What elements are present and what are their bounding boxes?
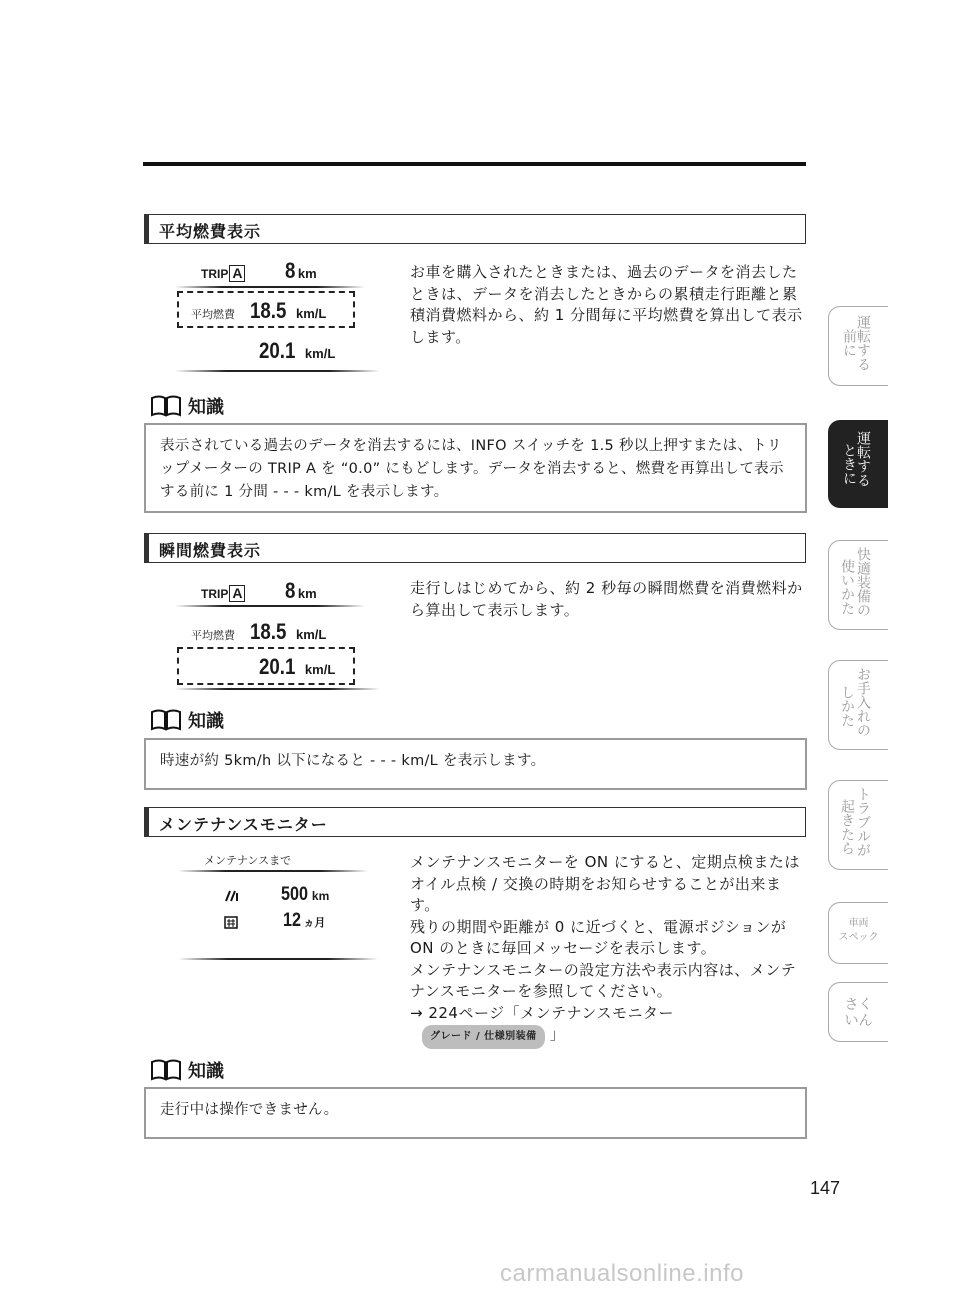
trip-row: TRIP A 8 km <box>201 578 317 603</box>
tab-trouble[interactable]: トラブルが 起きたら <box>828 780 888 870</box>
tab-before-driving[interactable]: 運転す 前に る <box>828 306 888 386</box>
top-rule <box>143 162 806 166</box>
maint-reference[interactable]: → 224ページ「メンテナンスモニター <box>410 1003 674 1022</box>
knowledge-heading: 知識 <box>150 707 224 733</box>
inst-row: 20.1 km/L <box>259 338 336 363</box>
tab-while-driving[interactable]: 運転す ときに る <box>828 420 888 508</box>
oil-row: 500 km <box>224 884 329 906</box>
avg-row: 平均燃費 18.5 km/L <box>191 298 327 323</box>
maint-display-panel <box>178 852 378 964</box>
tab-comfort-features[interactable]: 快適装備の 使いかた <box>828 540 888 630</box>
tab-maintenance[interactable]: お手入れの しかた <box>828 660 888 750</box>
calendar-icon <box>224 915 238 929</box>
section-header-inst <box>144 533 806 563</box>
avg-display-panel <box>175 258 380 376</box>
inst-row: 20.1 km/L <box>259 654 336 679</box>
knowledge-heading: 知識 <box>150 1057 224 1083</box>
oil-can-icon <box>224 889 240 903</box>
book-icon <box>150 1058 182 1082</box>
section-header-maint <box>144 807 806 837</box>
knowledge-heading: 知識 <box>150 393 224 419</box>
calendar-row: 12 ヵ月 <box>224 910 325 932</box>
grade-badge: グレード / 仕様別装備 <box>422 1025 545 1049</box>
trip-row: TRIP A 8 km <box>201 258 317 283</box>
section-header-avg <box>144 214 806 244</box>
inst-note: 時速が約 5km/h 以下になると - - - km/L を表示します。 <box>144 738 807 790</box>
section-title: 瞬間燃費表示 <box>159 541 262 560</box>
section-title: メンテナンスモニター <box>159 815 328 834</box>
maint-note: 走行中は操作できません。 <box>144 1087 807 1139</box>
avg-row: 平均燃費 18.5 km/L <box>191 619 327 644</box>
maint-header: メンテナンスまで <box>204 854 292 867</box>
page-number: 147 <box>809 1178 840 1198</box>
book-icon <box>150 394 182 418</box>
section-title: 平均燃費表示 <box>159 222 262 241</box>
inst-body: 走行しはじめてから、約 2 秒毎の瞬間燃費を消費燃料から算出して表示します。 <box>410 579 803 619</box>
inst-display-panel <box>175 578 380 696</box>
avg-note: 表示されている過去のデータを消去するには、INFO スイッチを 1.5 秒以上押すまたは、トリップメーターの TRIP A を “0.0” にもどします。データを消去すると、燃費を再算出して表示する前に 1 分間 - - - km/L を表示します。 <box>144 423 807 513</box>
tab-index[interactable]: さく いん <box>828 982 888 1042</box>
book-icon <box>150 708 182 732</box>
avg-body: お車を購入されたときまたは、過去のデータを消去したときは、データを消去したときからの累積走行距離と累積消費燃料から、約 1 分間毎に平均燃費を算出して表示します。 <box>410 263 803 346</box>
maint-body: メンテナンスモニターを ON にすると、定期点検またはオイル点検 / 交換の時期をお知らせすることが出来ます。 残りの期間や距離が 0 に近づくと、電源ポジションが ON のときに毎回メッセージを表示します。 メンテナンスモニターの設定方法や表示内容は、メンテナンスモニターを参照してください。 → 224ページ「メンテナンスモニター グレード / 仕様別装備 」 <box>410 852 806 1049</box>
watermark: carmanualsonline.info <box>500 1260 744 1287</box>
tab-specifications[interactable]: 車両 スペック <box>828 902 888 964</box>
